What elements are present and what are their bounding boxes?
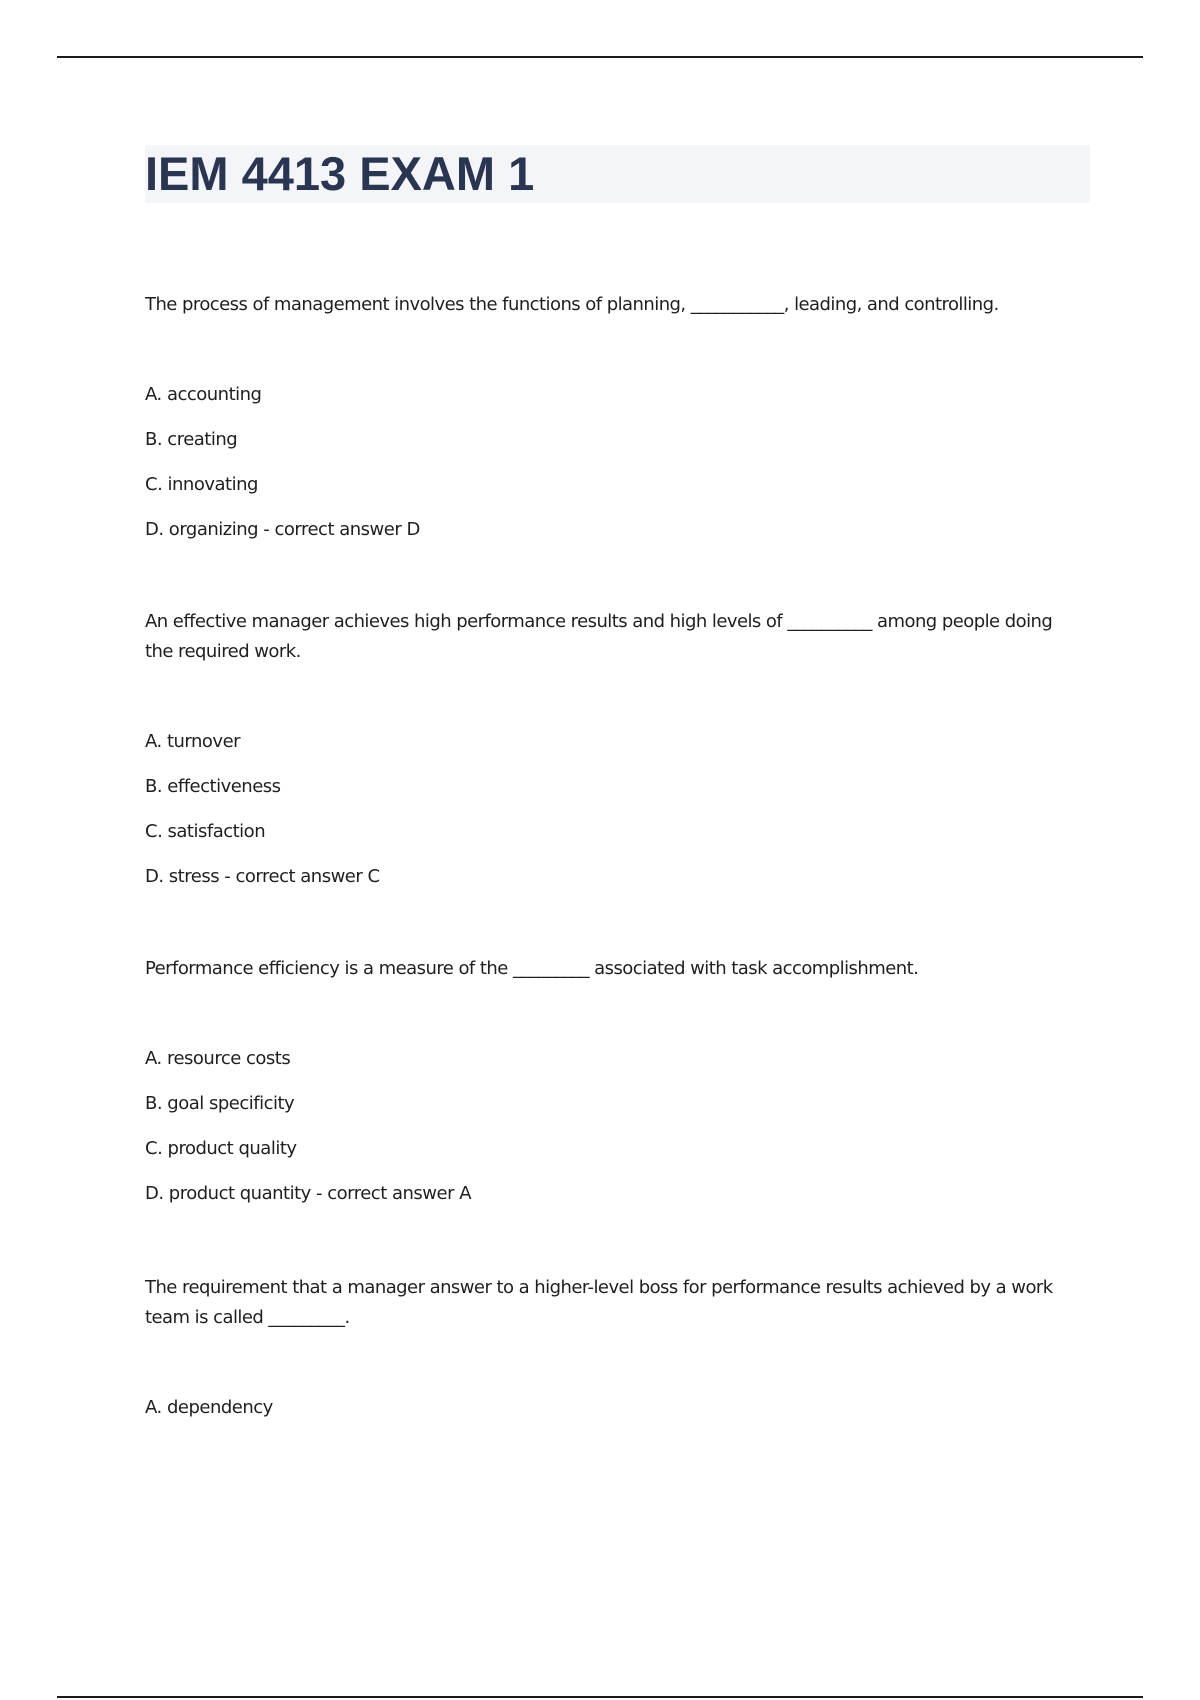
option-item: D. organizing - correct answer D (145, 519, 420, 540)
question-text: An effective manager achieves high performance results and high levels of __________ among people doing the required work. (145, 611, 1053, 662)
option-item: B. effectiveness (145, 776, 281, 797)
option-item: A. accounting (145, 384, 262, 405)
option-item: D. stress - correct answer C (145, 866, 380, 887)
option-list (145, 1393, 1065, 1438)
question-text: The requirement that a manager answer to a higher-level boss for performance results achieved by a work team is called _________. (145, 1277, 1053, 1328)
option-item: B. creating (145, 429, 238, 450)
option-list (145, 1044, 1065, 1224)
question-text: The process of management involves the functions of planning, ___________, leading, and controlling. (145, 294, 999, 315)
question-block (145, 607, 1065, 907)
question-text: Performance efficiency is a measure of the _________ associated with task accomplishment. (145, 958, 919, 979)
option-item: C. innovating (145, 474, 258, 495)
bottom-rule (57, 1696, 1143, 1698)
option-item: A. turnover (145, 731, 241, 752)
option-item: A. resource costs (145, 1048, 291, 1069)
option-item: C. satisfaction (145, 821, 266, 842)
option-item: C. product quality (145, 1138, 297, 1159)
question-block (145, 1273, 1065, 1438)
question-block (145, 290, 1065, 560)
option-list (145, 380, 1065, 560)
option-item: D. product quantity - correct answer A (145, 1183, 472, 1204)
question-block (145, 954, 1065, 1224)
page-title: IEM 4413 EXAM 1 (145, 147, 535, 200)
top-rule (57, 56, 1143, 58)
option-item: B. goal specificity (145, 1093, 295, 1114)
option-item: A. dependency (145, 1397, 273, 1418)
option-list (145, 727, 1065, 907)
